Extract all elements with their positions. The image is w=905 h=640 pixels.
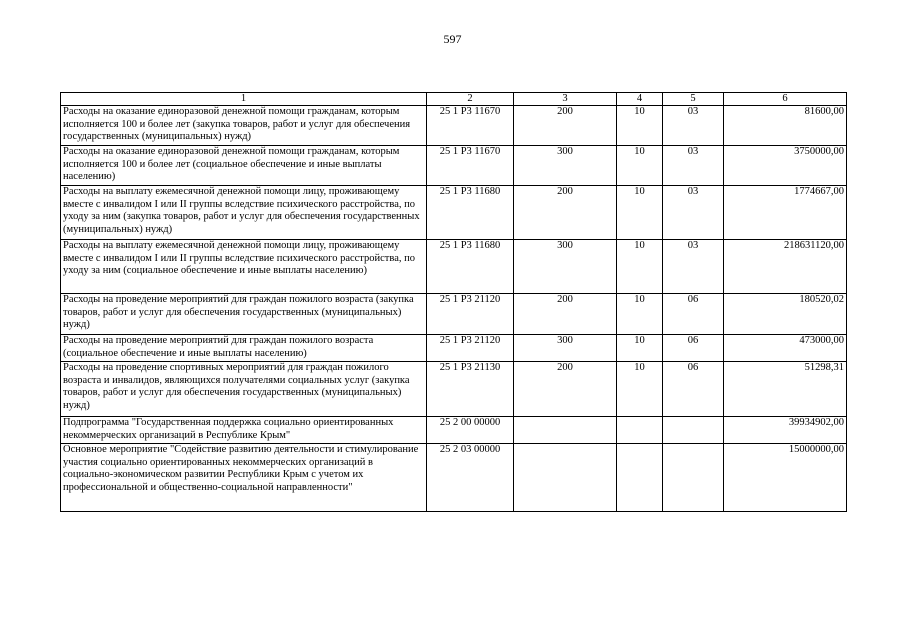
- row-section: 10: [617, 335, 663, 362]
- row-name: Расходы на проведение спортивных мероприятий для граждан пожилого возраста и инвалидов, являющихся получателями социальных услуг (закупка товаров, работ и услуг для обеспечения государственных (муниципальных) нужд): [61, 362, 427, 417]
- row-name: Расходы на выплату ежемесячной денежной помощи лицу, проживающему вместе с инвалидом I или II группы вследствие психического расстройства, по уходу за ним (социальное обеспечение и иные выплаты населению): [61, 240, 427, 294]
- row-name: Расходы на проведение мероприятий для граждан пожилого возраста (закупка товаров, работ и услуг для обеспечения государственных (муниципальных) нужд): [61, 294, 427, 335]
- row-type: 200: [514, 186, 617, 240]
- row-section: 10: [617, 240, 663, 294]
- row-subsection: 06: [663, 294, 724, 335]
- row-code: 25 1 Р3 11680: [427, 186, 514, 240]
- row-amount: 3750000,00: [724, 146, 847, 186]
- table-row: [61, 444, 847, 512]
- page-number: 597: [443, 32, 462, 46]
- budget-table: [60, 92, 847, 512]
- row-amount: 51298,31: [724, 362, 847, 417]
- row-code: 25 2 03 00000: [427, 444, 514, 512]
- row-section: 10: [617, 294, 663, 335]
- row-amount: 218631120,00: [724, 240, 847, 294]
- column-header-subsection: 5: [663, 93, 724, 106]
- row-section: 10: [617, 362, 663, 417]
- row-code: 25 1 Р3 21120: [427, 294, 514, 335]
- row-section: 10: [617, 186, 663, 240]
- row-code: 25 1 Р3 21130: [427, 362, 514, 417]
- row-type: 200: [514, 294, 617, 335]
- column-header-name: 1: [61, 93, 427, 106]
- table-row: [61, 417, 847, 444]
- table-row: [61, 186, 847, 240]
- row-name: Основное мероприятие "Содействие развитию деятельности и стимулирование участия социально ориентированных некоммерческих организаций в социально-экономическом развитии Республики Крым с учетом их профессиональной и общественно-социальной направленности": [61, 444, 427, 512]
- row-name: Расходы на проведение мероприятий для граждан пожилого возраста (социальное обеспечение и иные выплаты населению): [61, 335, 427, 362]
- row-type: 300: [514, 335, 617, 362]
- row-amount: 1774667,00: [724, 186, 847, 240]
- row-amount: 15000000,00: [724, 444, 847, 512]
- row-section: 10: [617, 106, 663, 146]
- table-row: [61, 294, 847, 335]
- row-amount: 180520,02: [724, 294, 847, 335]
- row-section: 10: [617, 146, 663, 186]
- row-subsection: [663, 444, 724, 512]
- row-name: Расходы на оказание единоразовой денежной помощи гражданам, которым исполняется 100 и более лет (социальное обеспечение и иные выплаты населению): [61, 146, 427, 186]
- row-subsection: 03: [663, 240, 724, 294]
- row-type: [514, 417, 617, 444]
- row-code: 25 2 00 00000: [427, 417, 514, 444]
- column-header-type: 3: [514, 93, 617, 106]
- row-amount: 473000,00: [724, 335, 847, 362]
- row-type: 300: [514, 146, 617, 186]
- column-header-amount: 6: [724, 93, 847, 106]
- row-subsection: 03: [663, 186, 724, 240]
- table-row: [61, 362, 847, 417]
- row-subsection: [663, 417, 724, 444]
- row-code: 25 1 Р3 11670: [427, 146, 514, 186]
- table-row: [61, 240, 847, 294]
- row-section: [617, 417, 663, 444]
- table-row: [61, 335, 847, 362]
- table-header-row: [61, 93, 847, 106]
- table-row: [61, 106, 847, 146]
- column-header-section: 4: [617, 93, 663, 106]
- row-subsection: 06: [663, 362, 724, 417]
- row-name: Расходы на оказание единоразовой денежной помощи гражданам, которым исполняется 100 и более лет (закупка товаров, работ и услуг для обеспечения государственных (муниципальных) нужд): [61, 106, 427, 146]
- row-section: [617, 444, 663, 512]
- row-subsection: 03: [663, 106, 724, 146]
- table-row: [61, 146, 847, 186]
- row-type: 300: [514, 240, 617, 294]
- row-name: Расходы на выплату ежемесячной денежной помощи лицу, проживающему вместе с инвалидом I или II группы вследствие психического расстройства, по уходу за ним (закупка товаров, работ и услуг для обеспечения государственных (муниципальных) нужд): [61, 186, 427, 240]
- row-code: 25 1 Р3 11670: [427, 106, 514, 146]
- row-type: [514, 444, 617, 512]
- row-type: 200: [514, 362, 617, 417]
- row-subsection: 03: [663, 146, 724, 186]
- row-code: 25 1 Р3 21120: [427, 335, 514, 362]
- column-header-code: 2: [427, 93, 514, 106]
- row-amount: 81600,00: [724, 106, 847, 146]
- row-code: 25 1 Р3 11680: [427, 240, 514, 294]
- row-amount: 39934902,00: [724, 417, 847, 444]
- row-subsection: 06: [663, 335, 724, 362]
- row-type: 200: [514, 106, 617, 146]
- row-name: Подпрограмма "Государственная поддержка социально ориентированных некоммерческих организаций в Республике Крым": [61, 417, 427, 444]
